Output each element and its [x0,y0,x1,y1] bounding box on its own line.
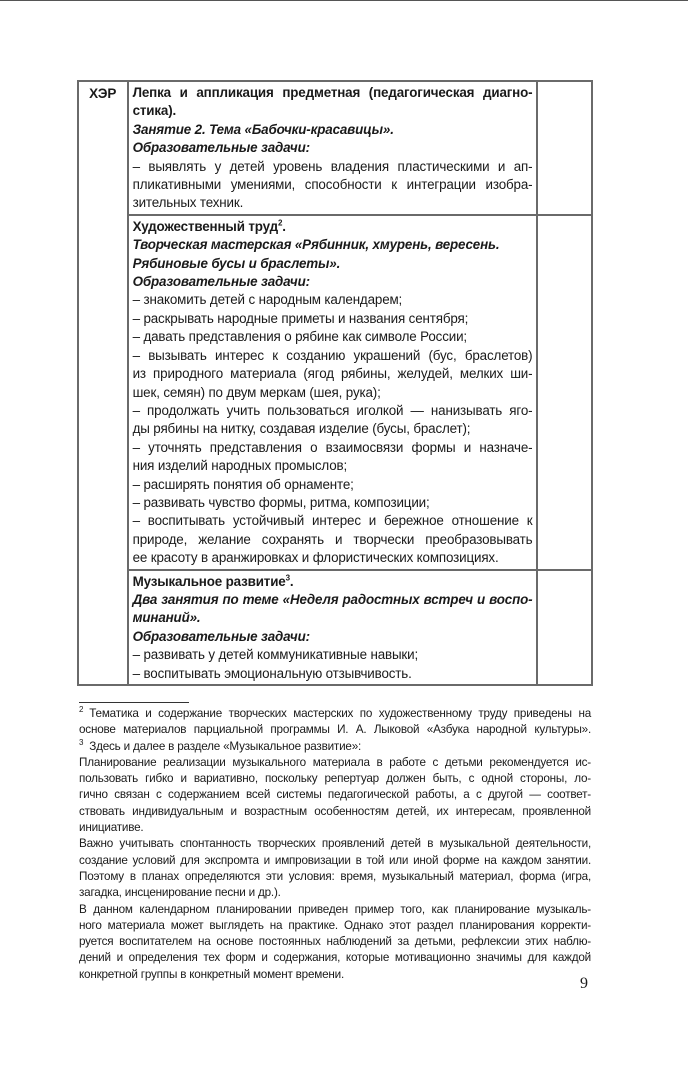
text-line [133,665,533,683]
footnote-line [79,967,591,983]
footnote-text: загадка, инсценирование песни и др.). [79,886,281,900]
text-line [133,310,533,328]
empty-cell [537,215,592,570]
line-text: – расширять понятия об орнаменте; [132,476,354,492]
footnote-text: инициативе. [79,821,144,835]
line-text: ее красоту в аранжировках и флористических композициях. [132,550,499,566]
footnote-line [79,902,591,918]
text-line [133,384,533,402]
text-line [133,439,533,457]
text-line [133,591,533,609]
line-text: ния изделий народных промыслов; [132,458,348,474]
line-text: Творческая мастерская «Рябинник, хмурень, вересень. [132,237,500,253]
line-text: – раскрывать народные приметы и названия сентября; [132,310,469,326]
footnote-separator [79,702,189,703]
footnote-line [79,836,591,852]
table-row [78,570,592,685]
plan-table [77,80,593,686]
line-text: – продолжать учить пользоваться иголкой — нанизывать яго- [132,402,533,418]
line-text: Музыкальное развитие [132,573,286,589]
line-text: Художественный труд [132,218,278,234]
footnote-line [79,722,591,738]
line-text: Лепка и аппликация предметная (педагогическая диагно- [132,85,533,100]
text-line: Художественный труд$^2$. [132,218,286,234]
line-text: зительных техник. [132,195,244,211]
text-line [133,194,533,212]
text-line [133,255,533,273]
line-text: – развивать у детей коммуникативные навыки; [132,647,419,663]
footnote-line [79,755,591,771]
line-text: Образовательные задачи: [132,140,310,156]
line-text: – выявлять у детей уровень владения пластическими и ап- [132,158,533,174]
footnote-text: ного материала может выглядеть на практике. Однако этот раздел планирования корректи- [79,918,591,932]
cell-artistic-labor [128,215,538,570]
footnote-text: гично связан с содержанием всей системы педагогической работы, а с другой — соответ- [79,788,591,802]
footnote-text: Поэтому в планах определяются эти условия: время, музыкальный материал, форма (игра, [79,869,591,883]
footnote-text: Планирование реализации музыкального материала в работе с детьми рекомендуется ис- [79,755,591,769]
line-text: Занятие 2. Тема «Бабочки-красавицы». [132,121,394,137]
line-text: пликативными умениями, способности к интеграции изобра- [132,177,533,193]
cell-modeling-application [128,81,538,215]
footnote-line [79,787,591,803]
footnote-ref[interactable]: 2 [277,218,283,228]
footnote-text: дений и определения тех форм и содержания, которые мотивационно значимы для каждой [79,951,591,965]
line-text: из природного материала (ягод рябины, желудей, мелких ши- [132,366,533,382]
text-line [133,402,533,420]
footnote-text: Важно учитывать спонтанность творческих проявлений детей в музыкальной деятельности, [79,837,591,851]
empty-cell [537,81,592,215]
footnote-line [79,820,591,836]
footnote-text: руется воспитателем на основе постоянных наблюдений за детьми, рефлексии этих наблю- [79,935,591,949]
empty-cell [537,570,592,685]
text-line [133,494,533,512]
footnote-line [79,950,591,966]
text-line [133,476,533,494]
text-line [133,609,533,627]
text-line [133,420,533,438]
text-line: Музыкальное развитие$^3$. [132,573,294,589]
text-line [133,121,533,139]
footnotes [79,706,591,983]
footnote-line [79,885,591,901]
line-text: минаний». [132,610,201,626]
line-text: – знакомить детей с народным календарем; [132,292,403,308]
footnote-text: Тематика и содержание творческих мастерских по художественному труду приведены на [89,707,591,720]
text-line [133,273,533,291]
text-line [133,365,533,383]
line-text: ды рябины на нитку, создавая изделие (бусы, браслет); [132,421,471,437]
text-line [133,646,533,664]
footnote-line [79,739,591,755]
footnote-line [79,853,591,869]
line-text: – давать представления о рябине как символе России; [132,329,467,345]
text-line [133,628,533,646]
table-row [78,215,592,570]
cell-music-development [128,570,538,685]
footnote-text: В данном календарном планировании приведен пример того, как планирование музыкаль- [79,902,591,916]
page-top-edge [0,0,688,1]
line-text: шек, семян) по двум меркам (шея, рука); [132,384,381,400]
footnote-text: Здесь и далее в разделе «Музыкальное развитие»: [89,739,362,753]
footnote-number: 3 [79,737,84,747]
line-text: – вызывать интерес к созданию украшений (бус, браслетов) [132,347,533,363]
footnote-number: 2 [79,705,84,715]
line-text: стика). [132,103,177,119]
footnote-text: основе материалов парциальной программы И. А. Лыковой «Азбука народной культуры». [79,723,591,737]
text-line [133,328,533,346]
text-line [133,347,533,365]
line-text: – уточнять представления о взаимосвязи формы и назначе- [132,439,533,455]
line-text: Два занятия по теме «Неделя радостных встреч и воспо- [132,591,533,607]
text-line [133,457,533,475]
line-text: – воспитывать устойчивый интерес и бережное отношение к [132,513,533,529]
footnote-text: ствовать индивидуальным и возрастным особенностям детей, их интересам, проявленной [79,804,591,818]
text-line [133,291,533,309]
area-label: ХЭР [78,81,128,685]
footnote-line [79,869,591,885]
footnote-text: пользовать гибко и вариативно, поскольку репертуар должен быть, с одной стороны, ло- [79,772,591,786]
footnote-line [79,934,591,950]
line-text: – развивать чувство формы, ритма, композиции; [132,494,430,510]
footnote-line [79,804,591,820]
line-text: – воспитывать эмоциональную отзывчивость. [132,665,412,681]
line-text: природе, желание сохранять и творчески преобразовывать [132,531,533,547]
line-text: Образовательные задачи: [132,628,310,644]
footnote-line [79,918,591,934]
line-text: Образовательные задачи: [132,274,310,290]
text-line [133,102,533,120]
text-line [133,512,533,530]
footnote-line [79,771,591,787]
footnote-text: конкретной группы в конкретный момент времени. [79,967,345,981]
text-line [133,176,533,194]
table-row [78,81,592,215]
text-line [133,549,533,567]
footnote-ref[interactable]: 3 [285,573,290,583]
page-number: 9 [580,975,588,992]
footnote-line [79,706,591,722]
line-text: Рябиновые бусы и браслеты». [132,255,341,271]
text-line [133,84,533,102]
text-line [133,531,533,549]
footnote-text: создание условий для экспромта и импровизации в той или иной форме на каждом занятии. [79,853,591,867]
text-line [133,236,533,254]
text-line [133,158,533,176]
text-line [133,139,533,157]
